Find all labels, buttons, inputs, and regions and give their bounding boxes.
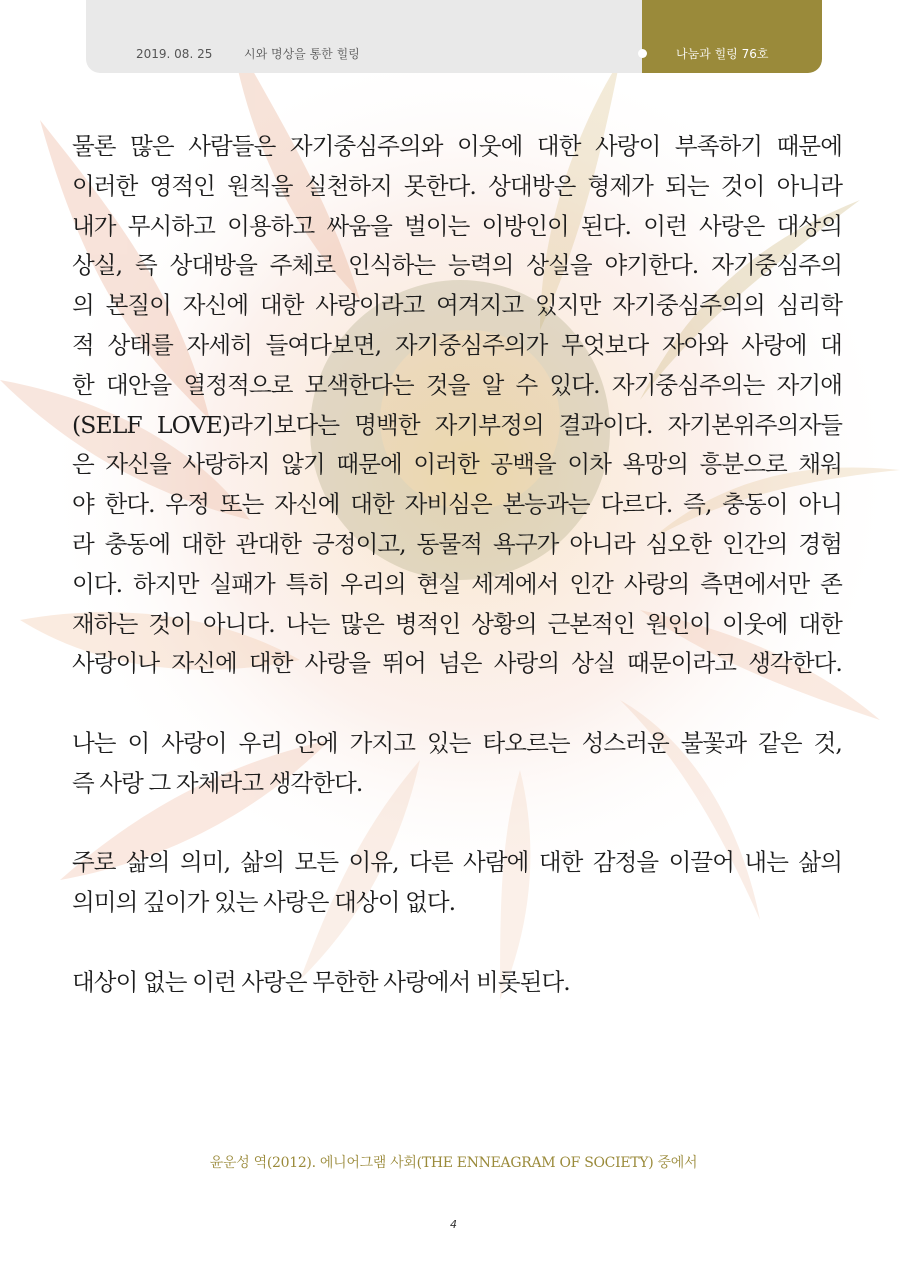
text-line: 적 상태를 자세히 들여다보면, 자기중심주의가 무엇보다 자아와 사랑에 대 [72,330,842,359]
text-line: 의 본질이 자신에 대한 사랑이라고 여겨지고 있지만 자기중심주의의 심리학 [72,291,842,320]
text-line: 의미의 깊이가 있는 사랑은 대상이 없다. [72,888,456,917]
paragraph-4 [72,963,842,1003]
text-line: 은 자신을 사랑하지 않기 때문에 이러한 공백을 이차 욕망의 흥분으로 채워 [72,450,842,479]
text-line: 나는 이 사랑이 우리 안에 가지고 있는 타오르는 성스러운 불꽃과 같은 것, [72,728,842,757]
page-header [86,0,822,73]
text-line: 야 한다. 우정 또는 자신에 대한 자비심은 본능과는 다르다. 즉, 충동이 아니 [72,490,842,519]
text-line: 대상이 없는 이런 사랑은 무한한 사랑에서 비롯된다. [72,967,570,996]
header-issue: 나눔과 힐링 76호 [676,47,769,61]
text-line: 상실, 즉 상대방을 주체로 인식하는 능력의 상실을 야기한다. 자기중심주의 [72,251,842,280]
page-number: 4 [450,1218,457,1231]
text-line: 한 대안을 열정적으로 모색한다는 것을 알 수 있다. 자기중심주의는 자기애 [72,370,842,399]
paragraph-gap [72,804,842,844]
header-dot-icon [638,49,647,58]
text-line: 사랑이나 자신에 대한 사랑을 뛰어 넘은 사랑의 상실 때문이라고 생각한다. [72,649,842,678]
header-date: 2019. 08. 25 [136,47,213,61]
paragraph-3 [72,843,842,923]
paragraph-2 [72,724,842,804]
text-line: 내가 무시하고 이용하고 싸움을 벌이는 이방인이 된다. 이런 사랑은 대상의 [72,211,842,240]
text-line: 물론 많은 사람들은 자기중심주의와 이웃에 대한 사랑이 부족하기 때문에 [72,132,842,160]
text-line: 라 충동에 대한 관대한 긍정이고, 동물적 욕구가 아니라 심오한 인간의 경험 [72,529,842,558]
text-line: 즉 사랑 그 자체라고 생각한다. [72,768,363,797]
paragraph-1 [72,127,842,684]
text-line: (SELF LOVE)라기보다는 명백한 자기부정의 결과이다. 자기본위주의자들 [72,410,842,439]
text-line: 재하는 것이 아니다. 나는 많은 병적인 상황의 근본적인 원인이 이웃에 대한 [72,609,842,638]
article-body [72,127,842,1003]
paragraph-gap [72,923,842,963]
paragraph-gap [72,684,842,724]
header-bar [86,0,646,73]
header-issue-tab [642,0,822,73]
text-line: 이다. 하지만 실패가 특히 우리의 현실 세계에서 인간 사랑의 측면에서만 존 [72,569,842,598]
text-line: 주로 삶의 의미, 삶의 모든 이유, 다른 사람에 대한 감정을 이끌어 내는 삶의 [72,848,842,877]
citation: 윤운성 역(2012). 에니어그램 사회(THE ENNEAGRAM OF SOCIETY) 중에서 [209,1155,698,1171]
text-line: 이러한 영적인 원칙을 실천하지 못한다. 상대방은 형제가 되는 것이 아니라 [72,171,842,200]
header-title: 시와 명상을 통한 힐링 [244,47,360,61]
